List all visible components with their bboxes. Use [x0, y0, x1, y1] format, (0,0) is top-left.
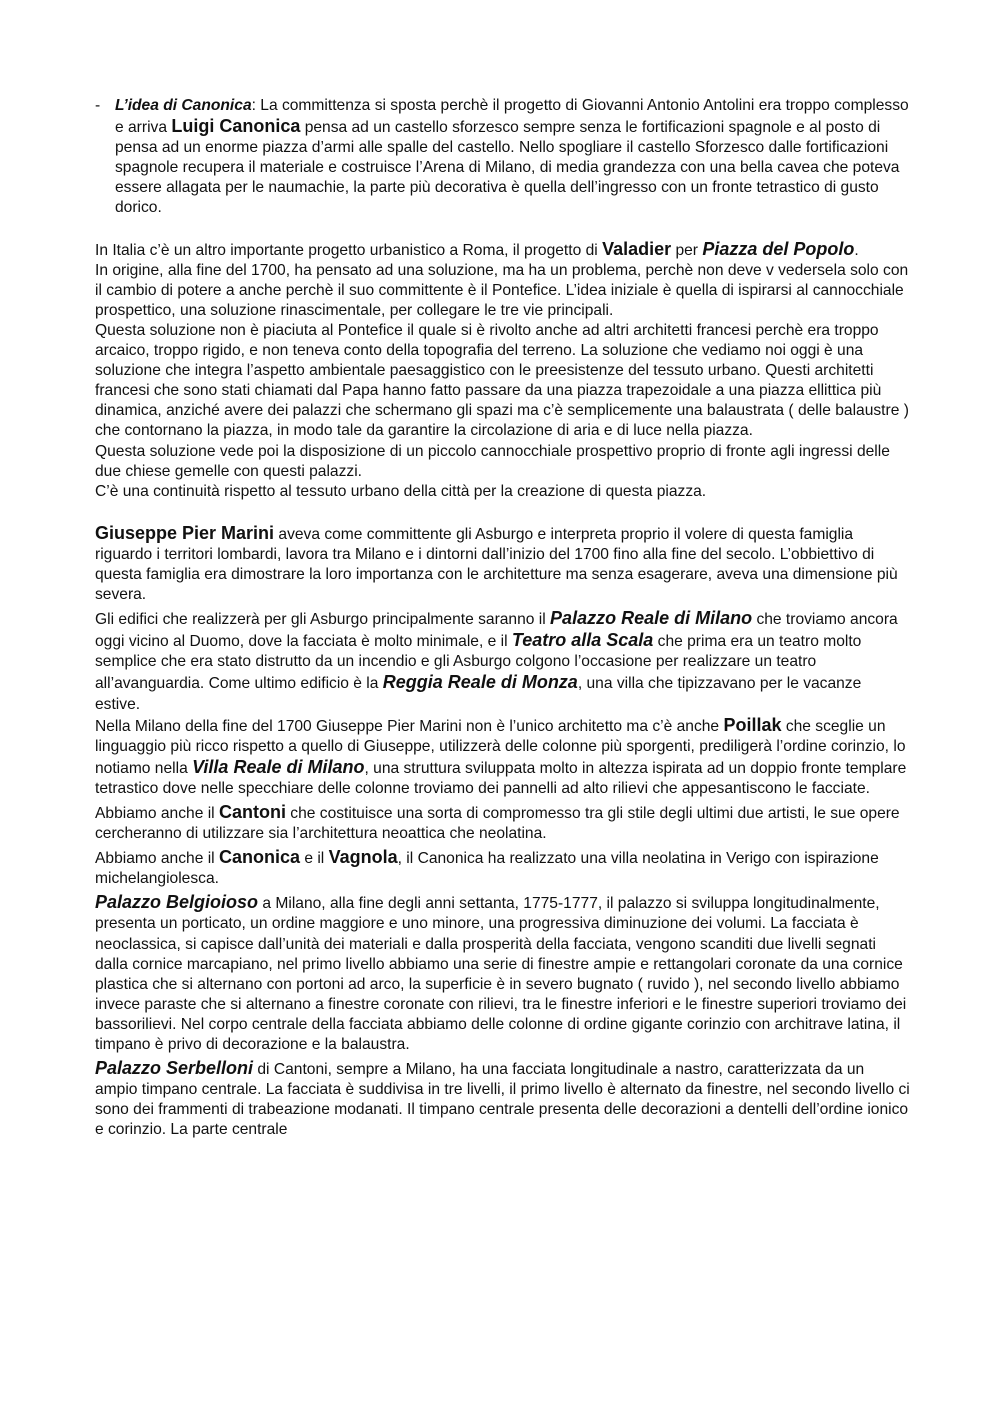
paragraph-valadier-cannocchiale: Questa soluzione vede poi la disposizione di un piccolo cannocchiale prospettivo proprio di fronte agli ingressi delle due chiese gemelle con questi palazzi.	[95, 442, 890, 480]
paragraph-valadier-intro: In Italia c’è un altro importante progetto urbanistico a Roma, il progetto di Valadier per Piazza del Popolo.	[95, 238, 859, 259]
work-palazzo-belgioioso: Palazzo Belgioioso	[95, 892, 259, 913]
paragraph-valadier-continuita: C’è una continuità rispetto al tessuto urbano della città per la creazione di questa piazza.	[95, 482, 707, 500]
paragraph-marini: Giuseppe Pier Marini aveva come committente gli Asburgo e interpreta proprio il volere di questa famiglia riguardo i territori lombardi, lavora tra Milano e i dintorni dall’inizio del 1700 fino alla fine del secolo. L’obbiettivo di questa famiglia era dimostrare la loro importanza con le architetture ma senza esagerare, aveva una dimensione più severa.	[95, 522, 898, 604]
name-giuseppe-pier-marini: Giuseppe Pier Marini	[95, 522, 275, 543]
paragraph-canonica: L’idea di Canonica: La committenza si sposta perchè il progetto di Giovanni Antonio Antolini era troppo complesso e arriva Luigi Canonica pensa ad un castello sforzesco sempre senza le fortificazioni spagnole e al posto di pensa ad un enorme piazza d’armi alle spalle del castello. Nello spogliare il castello Sforzesco dalle fortificazioni spagnole recupera il materiale e costruisce l’Arena di Milano, di media grandezza con una bella cavea che poteva essere allagata per le naumachie, la parte più decorativa è quella dell’ingresso con un fronte tetrastico di gusto dorico.	[115, 97, 909, 217]
bullet-canonica	[95, 96, 910, 219]
paragraph-marini-edifici: Gli edifici che realizzerà per gli Asburgo principalmente saranno il Palazzo Reale di Milano che troviamo ancora oggi vicino al Duomo, dove la facciata è molto minimale, e il Teatro alla Scala che prima era un teatro molto semplice che era stato distrutto da un incendio e gli Asburgo colgono l’occasione per realizzare un teatro all’avanguardia. Come ultimo edificio è la Reggia Reale di Monza, una villa che tipizzavano per le vacanze estive.	[95, 608, 898, 713]
paragraph-palazzo-belgioioso: Palazzo Belgioioso a Milano, alla fine degli anni settanta, 1775-1777, il palazzo si sviluppa longitudinalmente, presenta un porticato, un ordine maggiore e uno minore, una progressiva diminuzione dei volumi. La facciata è neoclassica, si capisce dall’unità dei materiali e dalla prosperità della facciata, vengono scanditi due livelli segnati dalla cornice marcapiano, nel primo livello abbiamo una serie di finestre ampie e rettangolari coronate da una cornice plastica che si alternano con portoni ad arco, la superficie è in severo bugnato ( ruvido ), nel secondo livello abbiamo invece paraste che si alternano a finestre coronate con rilievi, tra le finestre inferiori e le finestre superiori troviamo dei bassorilievi. Nel corpo centrale della facciata abbiamo delle colonne di ordine gigante corinzio con architrave latina, il timpano è privo di decorazione e la balaustra.	[95, 892, 907, 1054]
name-poillak: Poillak	[723, 714, 782, 735]
paragraph-cantoni: Abbiamo anche il Cantoni che costituisce una sorta di compromesso tra gli stile degli ultimi due artisti, le sue opere cercheranno di utilizzare sia l’architettura neoattica che neolatina.	[95, 802, 900, 843]
name-cantoni: Cantoni	[218, 802, 286, 822]
paragraph-valadier-pontefice: Questa soluzione non è piaciuta al Pontefice il quale si è rivolto anche ad altri architetti francesi perchè era troppo arcaico, troppo rigido, e non teneva conto della topografia del terreno. La soluzione che vediamo noi oggi è una soluzione che integra l’aspetto ambientale paesaggistico con le preesistenze del tessuto urbano. Questi architetti francesi che sono stati chiamati dal Papa hanno fatto passare da una piazza trapezoidale a una piazza ellittica più dinamica, anziché avere dei palazzi che schermano gli spazi ma c’è semplicemente una balaustrata ( delle balaustre ) che contornano la piazza, in modo tale da garantire la circolazione di aria e di luce nella piazza.	[95, 321, 909, 440]
name-vagnola: Vagnola	[328, 847, 398, 868]
bullet-dash: -	[95, 97, 101, 114]
paragraph-palazzo-serbelloni: Palazzo Serbelloni di Cantoni, sempre a Milano, ha una facciata longitudinale a nastro, caratterizzata da un ampio timpano centrale. La facciata è suddivisa in tre livelli, il primo livello è alternato da finestre, nel secondo livello ci sono dei frammenti di trabeazione modanati. Il timpano centrale presenta delle decorazioni a dentelli dell’ordine ionico e corinzio. La parte centrale	[95, 1058, 910, 1139]
paragraph-poillak: Nella Milano della fine del 1700 Giuseppe Pier Marini non è l’unico architetto ma c’è anche Poillak che sceglie un linguaggio più ricco rispetto a quello di Giuseppe, utilizzerà delle colonne più sporgenti, prediligerà l’ordine corinzio, lo notiamo nella Villa Reale di Milano, una struttura sviluppata molto in altezza ispirata ad un doppio fronte templare tetrastico dove nelle specchiare delle colonne troviamo dei pannelli ad alto rilievi che appesantiscono le facciate.	[95, 714, 907, 797]
work-palazzo-reale-milano: Palazzo Reale di Milano	[550, 608, 753, 629]
paragraph-valadier-origin: In origine, alla fine del 1700, ha pensato ad una soluzione, ma ha un problema, perchè non deve v vedersela solo con il cambio di potere a anche perchè il suo committente è il Pontefice. L’idea iniziale è quella di ispirarsi al cannocchiale prospettico, una soluzione rinascimentale, per collegare le tre vie principali.	[95, 261, 909, 319]
work-teatro-alla-scala: Teatro alla Scala	[511, 630, 654, 651]
name-valadier: Valadier	[602, 238, 672, 259]
heading-idea-canonica: L’idea di Canonica	[115, 97, 252, 114]
work-reggia-reale-monza: Reggia Reale di Monza	[382, 672, 578, 693]
paragraph-canonica-vagnola: Abbiamo anche il Canonica e il Vagnola, il Canonica ha realizzato una villa neolatina in Verigo con ispirazione michelangiolesca.	[95, 847, 879, 888]
document-page	[95, 96, 910, 1141]
work-palazzo-serbelloni: Palazzo Serbelloni	[95, 1058, 254, 1079]
work-piazza-del-popolo: Piazza del Popolo	[702, 238, 855, 259]
name-luigi-canonica: Luigi Canonica	[171, 116, 301, 137]
name-canonica: Canonica	[218, 847, 300, 868]
work-villa-reale-milano: Villa Reale di Milano	[192, 756, 365, 777]
